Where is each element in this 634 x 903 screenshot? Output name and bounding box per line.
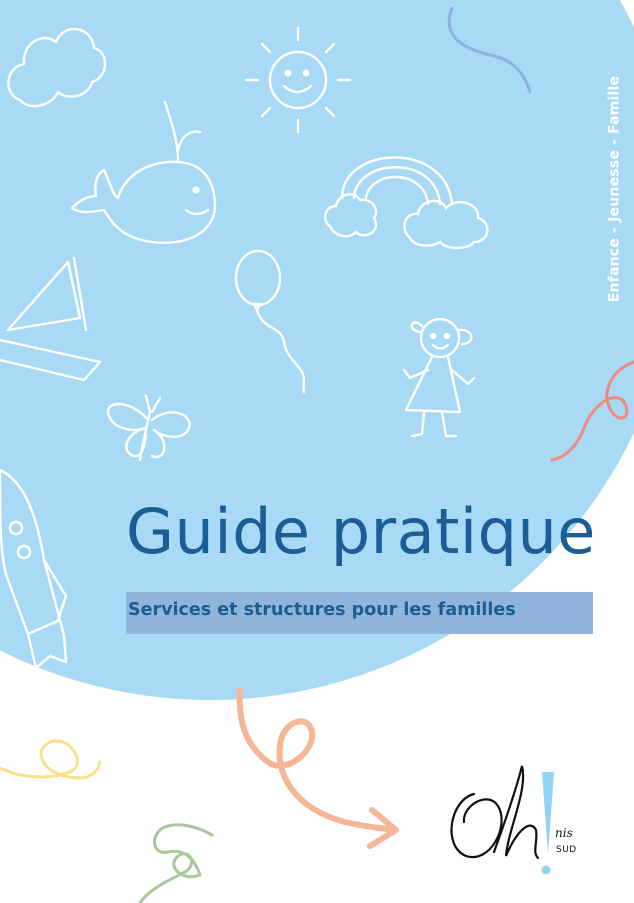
cover-title: Guide pratique (126, 495, 596, 568)
logo-o-stroke (452, 794, 502, 857)
butterfly-icon (108, 396, 190, 460)
yellow-squiggle (0, 741, 100, 778)
logo-nis-text: nis (555, 826, 573, 840)
sailboat-icon (0, 258, 100, 380)
rocket-icon (0, 470, 66, 668)
balloon-icon (236, 251, 304, 392)
rainbow-icon (325, 158, 487, 249)
cover-subtitle: Services et structures pour les familles (128, 600, 516, 620)
coral-squiggle (552, 362, 634, 460)
sun-icon (246, 28, 350, 132)
green-squiggle (140, 825, 212, 903)
side-tab (594, 36, 634, 341)
blue-squiggle (449, 8, 530, 92)
whale-icon (72, 102, 215, 243)
side-tab-label: Enfance - Jeunesse - Famille (606, 75, 623, 302)
logo-sud-text: SUD (556, 845, 577, 855)
girl-icon (404, 319, 474, 436)
logo-exclamation-dot (542, 866, 551, 875)
cloud-icon (8, 29, 105, 106)
logo-exclamation-bar (542, 772, 554, 854)
logo-mark (440, 760, 590, 880)
ohnis-sud-logo (440, 760, 590, 880)
